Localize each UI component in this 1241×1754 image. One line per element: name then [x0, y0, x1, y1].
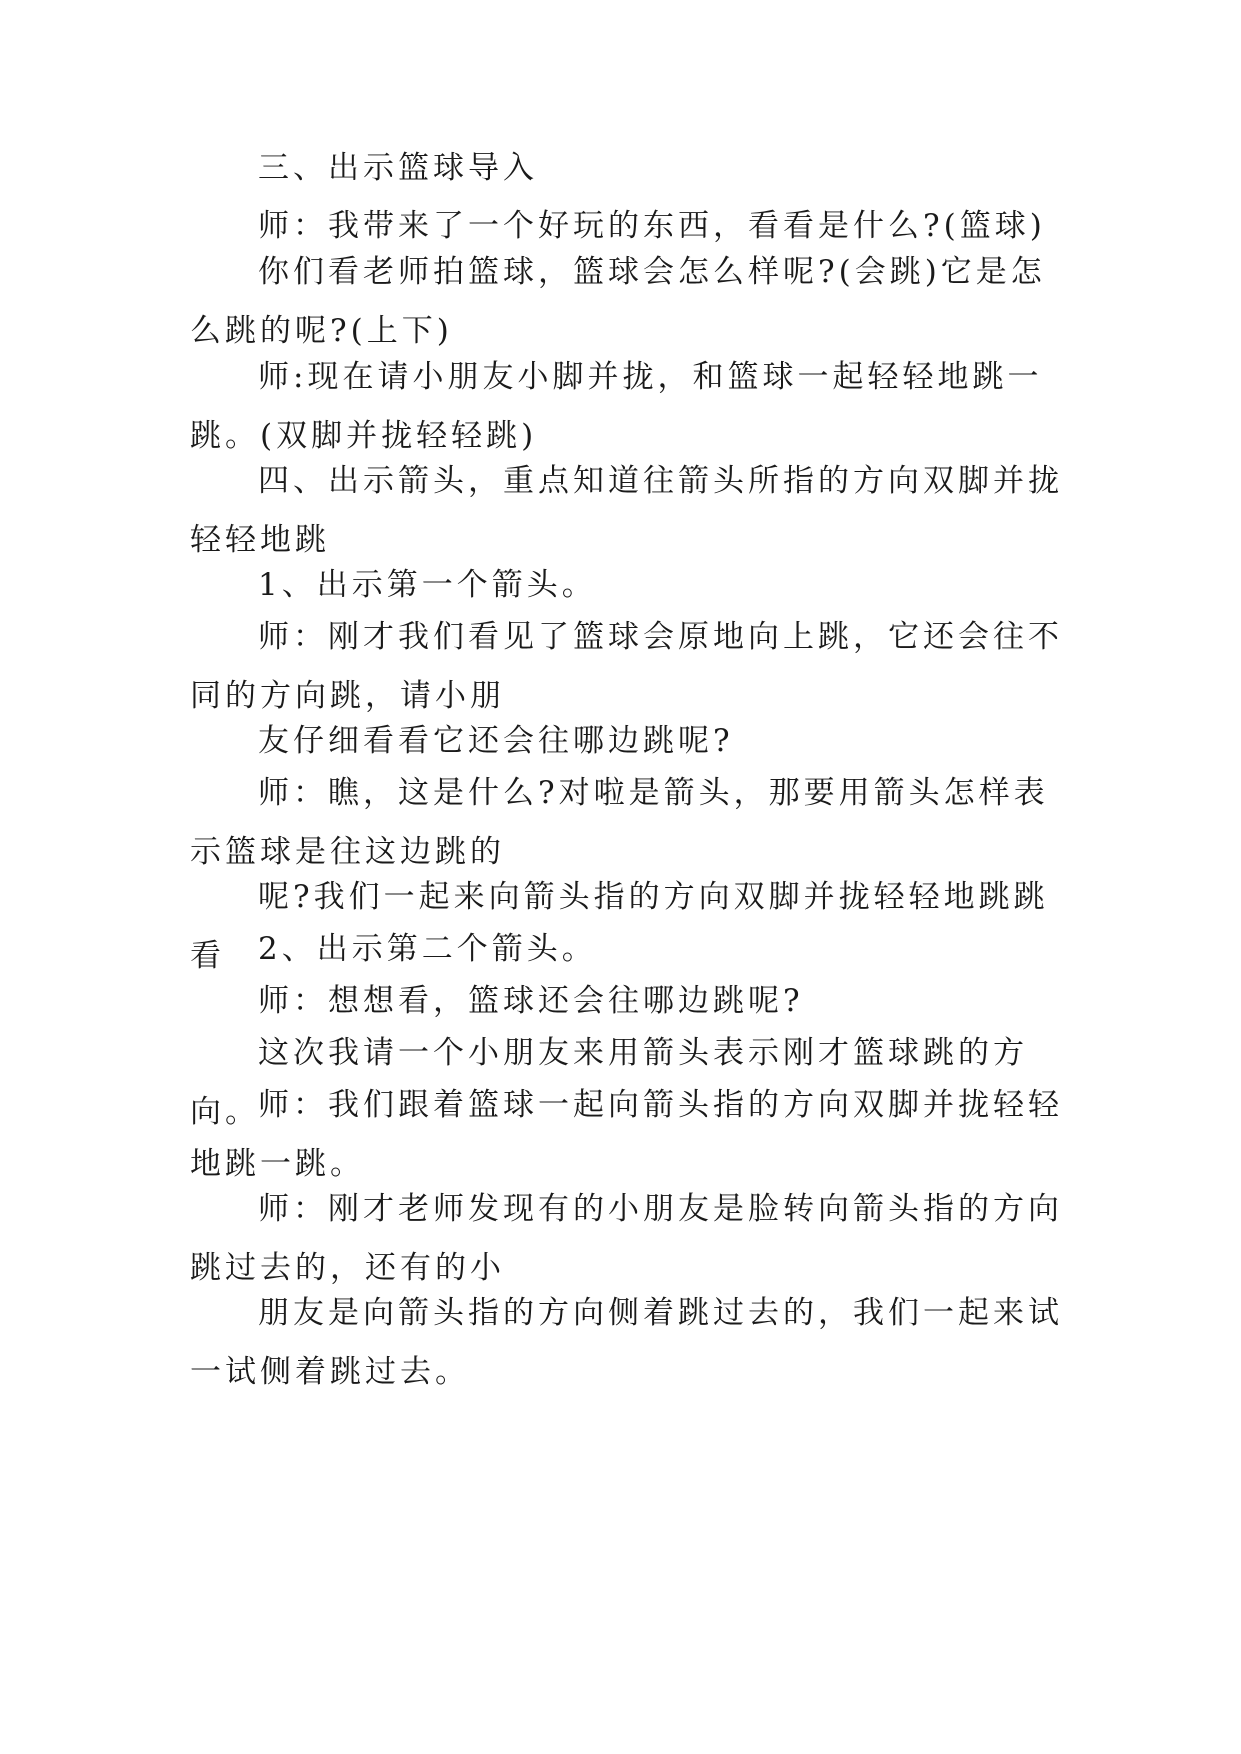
paragraph: 师：我们跟着篮球一起向箭头指的方向双脚并拢轻轻地跳一跳。: [190, 1087, 1063, 1182]
paragraph: 师:现在请小朋友小脚并拢，和篮球一起轻轻地跳一跳。(双脚并拢轻轻跳): [190, 359, 1043, 454]
paragraph: 师：我带来了一个好玩的东西，看看是什么?(篮球): [258, 208, 1046, 244]
paragraph: 师：刚才我们看见了篮球会原地向上跳，它还会往不同的方向跳，请小朋: [190, 619, 1063, 714]
paragraph: 这次我请一个小朋友来用箭头表示刚才篮球跳的方向。: [190, 1035, 1028, 1130]
list-item: 2、出示第二个箭头。: [258, 931, 597, 967]
paragraph: 师：刚才老师发现有的小朋友是脸转向箭头指的方向跳过去的，还有的小: [190, 1191, 1063, 1286]
paragraph: 师：瞧，这是什么?对啦是箭头，那要用箭头怎样表示篮球是往这边跳的: [190, 775, 1049, 870]
paragraph: 友仔细看看它还会往哪边跳呢?: [258, 723, 734, 759]
paragraph: 师：想想看，篮球还会往哪边跳呢?: [258, 983, 804, 1019]
paragraph: 朋友是向箭头指的方向侧着跳过去的，我们一起来试一试侧着跳过去。: [190, 1295, 1063, 1390]
list-item: 1、出示第一个箭头。: [258, 567, 597, 603]
paragraph: 你们看老师拍篮球，篮球会怎么样呢?(会跳)它是怎么跳的呢?(上下): [190, 254, 1046, 349]
paragraph: 呢?我们一起来向箭头指的方向双脚并拢轻轻地跳跳看: [190, 879, 1049, 974]
section-heading-4: 四、出示箭头，重点知道往箭头所指的方向双脚并拢轻轻地跳: [190, 463, 1063, 558]
section-heading-3: 三、出示篮球导入: [258, 150, 538, 186]
